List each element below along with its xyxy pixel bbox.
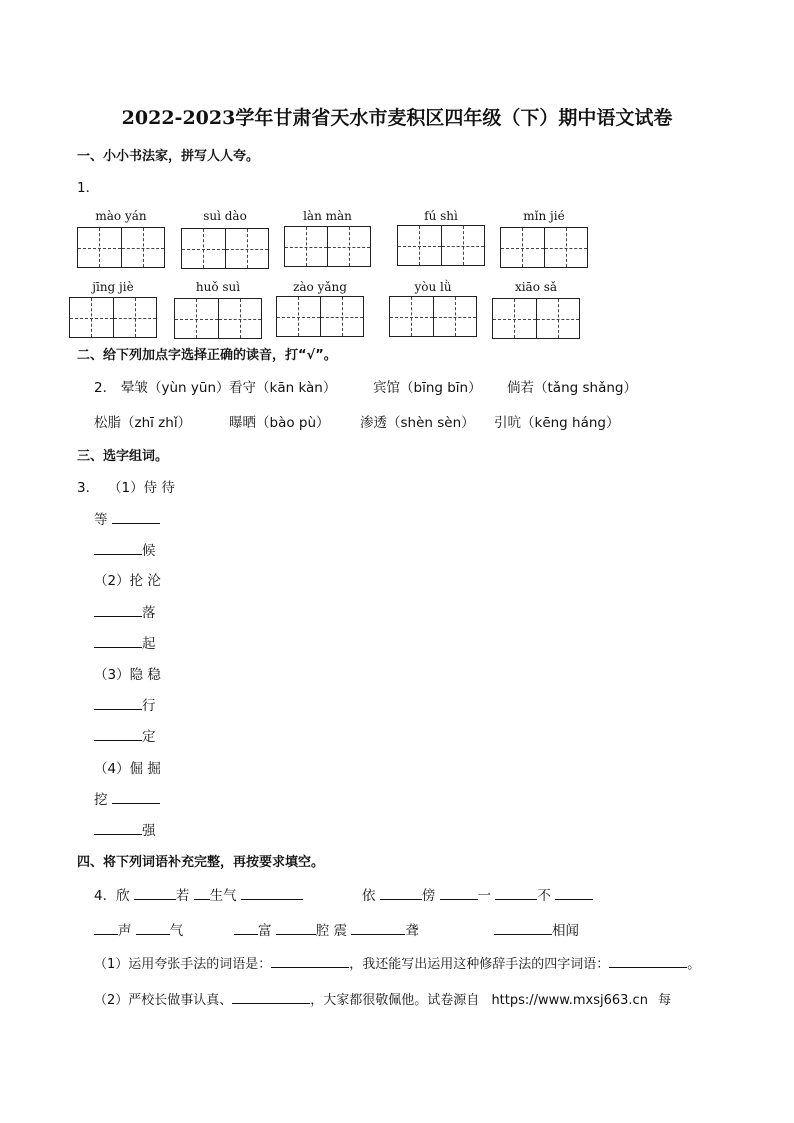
pinyin-label: zào yǎng bbox=[293, 280, 347, 294]
answer-blank[interactable] bbox=[112, 522, 160, 524]
char-pair: （1）侍 待 bbox=[108, 480, 175, 496]
page-title: 2022-2023学年甘肃省天水市麦积区四年级（下）期中语文试卷 bbox=[121, 107, 673, 129]
section-3-heading: 三、选字组词。 bbox=[77, 449, 169, 464]
writing-grid[interactable] bbox=[181, 228, 269, 269]
idiom-char: 相闻 bbox=[552, 923, 579, 939]
sub-question-text: ，大家都很敬佩他。试卷源自 bbox=[310, 993, 480, 1008]
answer-blank[interactable] bbox=[134, 898, 176, 900]
word-suffix: 候 bbox=[142, 543, 156, 559]
answer-blank[interactable] bbox=[494, 933, 552, 935]
writing-grid[interactable] bbox=[397, 225, 485, 266]
idiom-char: 若 bbox=[175, 888, 190, 904]
answer-blank[interactable] bbox=[112, 802, 160, 804]
answer-blank[interactable] bbox=[555, 898, 593, 900]
idiom-char: 腔 bbox=[315, 923, 330, 939]
idiom-char: 气 bbox=[169, 923, 184, 939]
answer-blank[interactable] bbox=[440, 898, 478, 900]
word-suffix: 起 bbox=[142, 636, 156, 652]
pronunciation-choice[interactable]: 松脂（zhī zhǐ） bbox=[94, 415, 192, 431]
pinyin-label: jīng jiè bbox=[92, 280, 134, 294]
answer-blank[interactable] bbox=[234, 933, 258, 935]
pinyin-label: mào yán bbox=[95, 209, 147, 223]
sub-question-text: （2）严校长做事认真、 bbox=[94, 993, 233, 1008]
answer-blank[interactable] bbox=[609, 966, 687, 968]
idiom-char: 依 bbox=[362, 888, 376, 904]
answer-blank[interactable] bbox=[495, 898, 537, 900]
word-prefix: 等 bbox=[94, 512, 108, 528]
pronunciation-choice[interactable]: 晕皱（yùn yūn） bbox=[121, 380, 230, 396]
question-3-number: 3． bbox=[77, 480, 100, 496]
word-suffix: 行 bbox=[142, 698, 156, 714]
sub-question-text: （1）运用夸张手法的词语是： bbox=[94, 957, 272, 972]
answer-blank[interactable] bbox=[241, 898, 303, 900]
answer-blank[interactable] bbox=[94, 833, 142, 835]
writing-grid[interactable] bbox=[284, 226, 371, 267]
pronunciation-choice[interactable]: 倘若（tǎng shǎng） bbox=[507, 380, 637, 396]
pinyin-label: yòu lǜ bbox=[414, 280, 452, 294]
writing-grid[interactable] bbox=[77, 227, 165, 268]
answer-blank[interactable] bbox=[94, 615, 142, 617]
idiom-char: 不 bbox=[537, 888, 551, 904]
source-url: https://www.mxsj663.cn bbox=[491, 993, 648, 1008]
answer-blank[interactable] bbox=[136, 933, 170, 935]
answer-blank[interactable] bbox=[94, 933, 118, 935]
word-suffix: 落 bbox=[142, 605, 156, 621]
writing-grid[interactable] bbox=[492, 298, 580, 339]
question-1-number: 1． bbox=[77, 180, 100, 196]
answer-blank[interactable] bbox=[94, 739, 142, 741]
idiom-char: 欣 bbox=[116, 888, 130, 904]
question-2-number: 2． bbox=[94, 380, 117, 396]
answer-blank[interactable] bbox=[351, 933, 405, 935]
pinyin-label: xiāo sǎ bbox=[514, 280, 558, 294]
char-pair: （3）隐 稳 bbox=[94, 667, 161, 683]
answer-blank[interactable] bbox=[94, 646, 142, 648]
writing-grid[interactable] bbox=[389, 296, 477, 337]
pronunciation-choice[interactable]: 宾馆（bīng bīn） bbox=[373, 380, 482, 396]
writing-grid[interactable] bbox=[69, 297, 157, 338]
char-pair: （4）倔 掘 bbox=[94, 761, 161, 777]
answer-blank[interactable] bbox=[380, 898, 422, 900]
word-suffix: 强 bbox=[142, 823, 156, 839]
idiom-char: 声 bbox=[118, 923, 132, 939]
idiom-char: 聋 bbox=[405, 923, 419, 939]
question-4-number: 4． bbox=[94, 888, 117, 904]
idiom-char: 一 bbox=[477, 888, 492, 904]
writing-grid[interactable] bbox=[500, 227, 588, 268]
sub-question-text: ，我还能写出运用这种修辞手法的四字词语： bbox=[349, 957, 610, 972]
idiom-char: 富 bbox=[258, 923, 272, 939]
answer-blank[interactable] bbox=[271, 966, 349, 968]
answer-blank[interactable] bbox=[94, 553, 142, 555]
idiom-char: 傍 bbox=[421, 888, 436, 904]
idiom-char: 震 bbox=[333, 923, 348, 939]
section-2-heading: 二、给下列加点字选择正确的读音，打“√”。 bbox=[77, 348, 337, 363]
writing-grid[interactable] bbox=[276, 296, 364, 337]
word-suffix: 定 bbox=[142, 729, 156, 745]
answer-blank[interactable] bbox=[94, 708, 142, 710]
pronunciation-choice[interactable]: 曝晒（bào pù） bbox=[229, 415, 330, 431]
answer-blank[interactable] bbox=[276, 933, 316, 935]
word-prefix: 挖 bbox=[94, 792, 108, 808]
pronunciation-choice[interactable]: 看守（kān kàn） bbox=[229, 380, 337, 396]
section-1-heading: 一、小小书法家，拼写人人夸。 bbox=[77, 149, 260, 164]
section-4-heading: 四、将下列词语补充完整，再按要求填空。 bbox=[77, 855, 325, 870]
pinyin-label: fú shì bbox=[424, 209, 458, 223]
pinyin-label: huǒ suì bbox=[195, 280, 241, 294]
answer-blank[interactable] bbox=[232, 1002, 310, 1004]
answer-blank[interactable] bbox=[194, 898, 210, 900]
pinyin-label: suì dào bbox=[203, 209, 247, 223]
pronunciation-choice[interactable]: 渗透（shèn sèn） bbox=[360, 415, 475, 431]
writing-grid[interactable] bbox=[174, 298, 262, 339]
pinyin-label: mǐn jié bbox=[523, 209, 565, 223]
idiom-char: 生气 bbox=[209, 888, 237, 904]
char-pair: （2）抡 沦 bbox=[94, 573, 161, 589]
punctuation: 。 bbox=[687, 957, 701, 972]
sub-question-text: 每 bbox=[658, 993, 672, 1008]
pinyin-label: làn màn bbox=[303, 209, 352, 223]
pronunciation-choice[interactable]: 引吭（kēng háng） bbox=[494, 415, 620, 431]
